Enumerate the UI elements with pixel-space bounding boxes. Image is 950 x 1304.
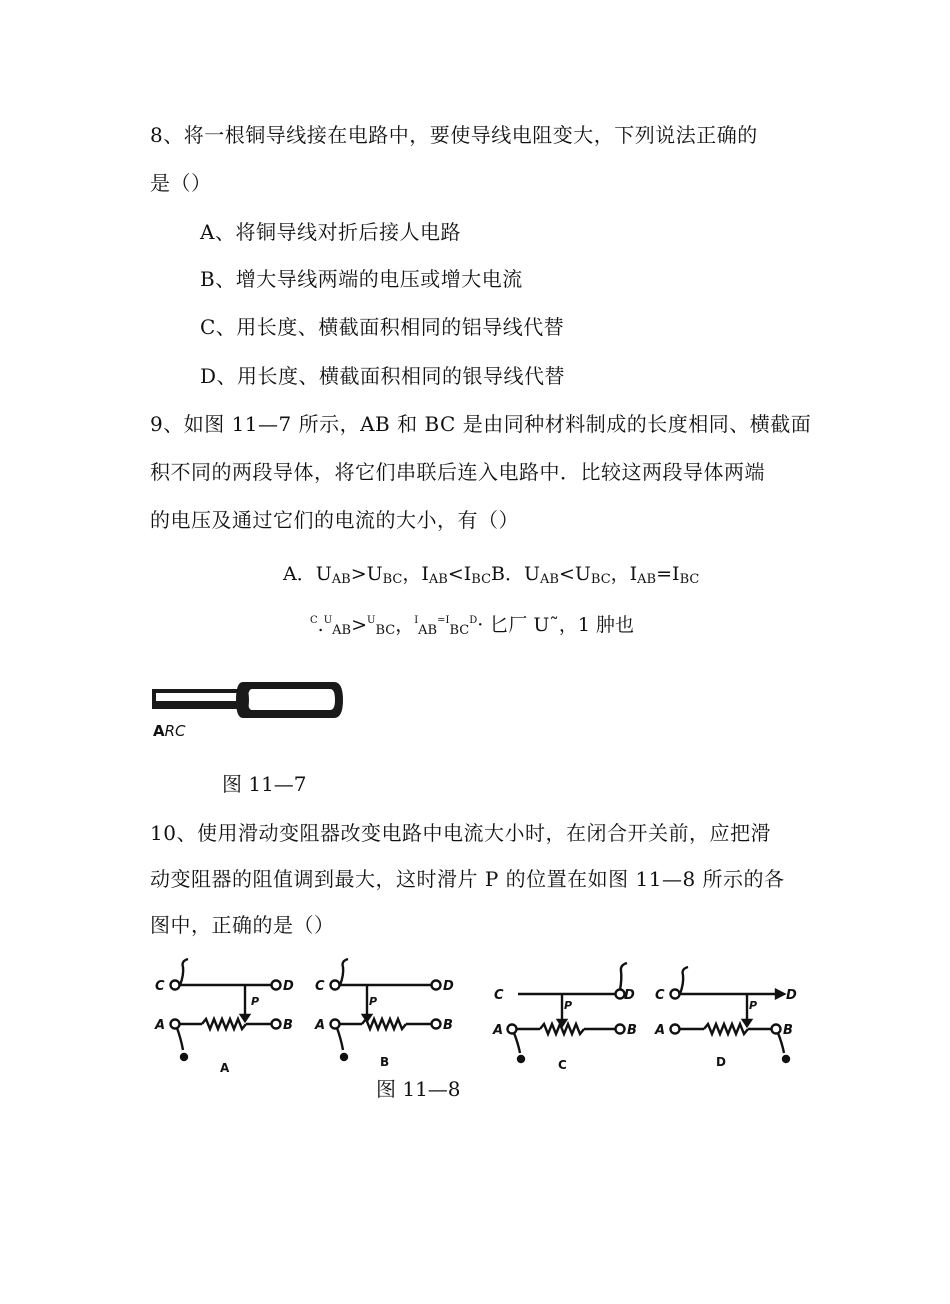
diagram-c-terminal-b: B [627,1023,637,1038]
q8-stem-line2: 是（） [150,171,212,195]
q8-option-a: A、将铜导线对折后接人电路 [200,220,461,244]
diagram-b-terminal-c: C [315,979,325,994]
diagram-b-terminal-d: D [443,979,454,994]
diagram-b-terminal-a: A [315,1018,326,1033]
diagram-b-terminal-b: B [443,1018,453,1033]
diagram-a-terminal-c: C [155,979,165,994]
rheostat-diagram-b [331,959,441,1060]
wire-label: ARC [153,722,186,740]
q10-stem-line2: 动变阻器的阻值调到最大，这时滑片 P 的位置在如图 11—8 所示的各 [150,867,785,891]
diagram-c-slider-p: P [564,999,573,1012]
diagram-c-terminal-d: D [624,988,635,1003]
q9-stem-line2: 积不同的两段导体，将它们串联后连入电路中．比较这两段导体两端 [150,460,765,484]
diagram-d-terminal-c: C [655,988,665,1003]
q8-stem-line1: 8、将一根铜导线接在电路中，要使导线电阻变大，下列说法正确的 [150,123,758,147]
diagram-d-slider-p: P [749,999,758,1012]
rheostat-diagram-c [508,963,628,1062]
diagram-a-label: A [220,1061,230,1075]
q10-stem-line3: 图中，正确的是（） [150,913,335,937]
diagram-c-terminal-c: C [494,988,504,1003]
diagram-d-terminal-a: A [655,1023,666,1038]
q9-stem-line1: 9、如图 11—7 所示，AB 和 BC 是由同种材料制成的长度相同、横截面 [150,412,812,436]
diagram-a-terminal-a: A [155,1018,166,1033]
diagram-d-terminal-b: B [783,1023,793,1038]
diagram-d-terminal-d: D [786,988,797,1003]
rheostat-diagrams [150,955,810,1075]
q8-option-c: C、用长度、横截面积相同的铝导线代替 [200,315,565,339]
diagram-c-terminal-a: A [493,1023,504,1038]
wire-figure [148,680,348,722]
diagram-a-terminal-d: D [283,979,294,994]
q8-option-d: D、用长度、横截面积相同的银导线代替 [200,364,566,388]
diagram-b-label: B [380,1055,390,1069]
q9-options-cd: $^C$.$^U_{AB}$>$^U_{BC}$，$^I_{AB}^{=I}_{BC}^D$· 匕厂 U˜，1 肿也 [310,614,635,638]
rheostat-diagram-d [671,967,790,1062]
diagram-a-terminal-b: B [283,1018,293,1033]
q8-option-b: B、增大导线两端的电压或增大电流 [200,267,523,291]
diagram-c-label: C [558,1058,567,1072]
q10-stem-line1: 10、使用滑动变阻器改变电路中电流大小时，在闭合开关前，应把滑 [150,821,771,845]
figure-11-7-caption: 图 11—7 [222,772,307,796]
q9-options-ab: A．$U_{AB}>U_{BC}$，$I_{AB}<I_{BC}B$．$U_{AB}<U_{BC}$，$I_{AB}=I_{BC}$ [283,563,700,587]
rheostat-diagram-a [171,959,281,1060]
figure-11-8-caption: 图 11—8 [376,1077,461,1101]
q9-stem-line3: 的电压及通过它们的电流的大小，有（） [150,508,519,532]
diagram-a-slider-p: P [251,995,260,1008]
diagram-b-slider-p: P [369,995,378,1008]
diagram-d-label: D [716,1055,726,1069]
